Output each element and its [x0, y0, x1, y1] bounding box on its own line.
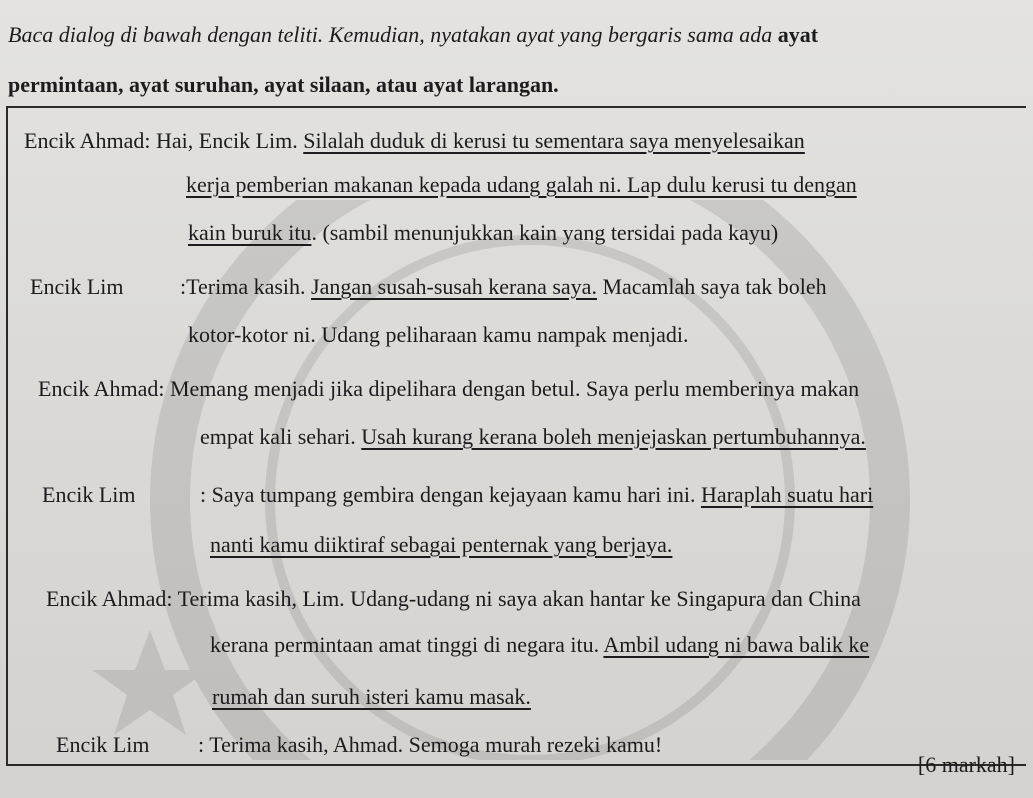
dialog-line-5: [188, 322, 689, 348]
dialog-line-8: [42, 482, 873, 508]
instruction: [8, 10, 1018, 110]
dialog-line-10: [46, 586, 861, 612]
dialog-line-13: [56, 732, 662, 758]
underlined-sentence-2: kerja pemberian makanan kepada udang galah ni. Lap dulu kerusi tu dengan: [186, 172, 857, 197]
speaker-ahmad: Encik Ahmad:: [38, 376, 170, 401]
speaker-lim: Encik Lim: [42, 482, 136, 507]
underlined-sentence-5: Haraplah suatu hari: [700, 482, 874, 507]
dialog-text: : Terima kasih, Ahmad. Semoga murah rezeki kamu!: [198, 732, 663, 757]
dialog-text: :Terima kasih.: [180, 274, 312, 299]
dialog-line-6: [38, 376, 859, 402]
underlined-sentence-6: Ambil udang ni bawa balik ke: [603, 632, 870, 657]
dialog-text: Memang menjadi jika dipelihara dengan betul. Saya perlu memberinya makan: [169, 376, 860, 401]
underlined-sentence-5-end: nanti kamu diiktiraf sebagai penternak yang berjaya.: [210, 532, 673, 557]
underlined-sentence-3: Jangan susah-susah kerana saya.: [311, 274, 597, 299]
underlined-sentence-2-end: kain buruk itu: [188, 220, 312, 245]
speaker-lim: Encik Lim: [56, 732, 150, 757]
instruction-line-2: permintaan, ayat suruhan, ayat silaan, atau ayat larangan.: [8, 72, 559, 97]
underlined-sentence-4: Usah kurang kerana boleh menjejaskan pertumbuhannya.: [361, 424, 866, 449]
speaker-ahmad: Encik Ahmad:: [24, 128, 156, 153]
dialog-text: . (sambil menunjukkan kain yang tersidai pada kayu): [311, 220, 779, 245]
dialog-text: Terima kasih, Lim. Udang-udang ni saya akan hantar ke Singapura dan China: [177, 586, 861, 611]
dialog-text: empat kali sehari.: [200, 424, 362, 449]
dialog-text: Hai, Encik Lim.: [155, 128, 304, 153]
underlined-sentence-1: Silalah duduk di kerusi tu sementara saya menyelesaikan: [303, 128, 805, 153]
instruction-line-1-bold: ayat: [772, 22, 819, 47]
dialog-text: kotor-kotor ni. Udang peliharaan kamu nampak menjadi.: [188, 322, 689, 347]
dialog-line-3: [188, 220, 778, 246]
dialog-line-1: [24, 128, 805, 154]
dialog-text: kerana permintaan amat tinggi di negara itu.: [210, 632, 604, 657]
dialog-line-2: [186, 172, 857, 198]
speaker-ahmad: Encik Ahmad:: [46, 586, 178, 611]
dialog-line-4: [30, 274, 827, 300]
dialog-line-12: [212, 684, 531, 710]
instruction-line-1: Baca dialog di bawah dengan teliti. Kemudian, nyatakan ayat yang bergaris sama ada: [8, 22, 773, 47]
dialog-line-9: [210, 532, 672, 558]
dialog-text: Macamlah saya tak boleh: [596, 274, 827, 299]
marks-label: [6 markah]: [917, 752, 1015, 777]
dialog-text: : Saya tumpang gembira dengan kejayaan kamu hari ini.: [200, 482, 701, 507]
underlined-sentence-6-end: rumah dan suruh isteri kamu masak.: [212, 684, 531, 709]
dialog-line-7: [200, 424, 866, 450]
dialog-line-11: [210, 632, 869, 658]
speaker-lim: Encik Lim: [30, 274, 124, 299]
